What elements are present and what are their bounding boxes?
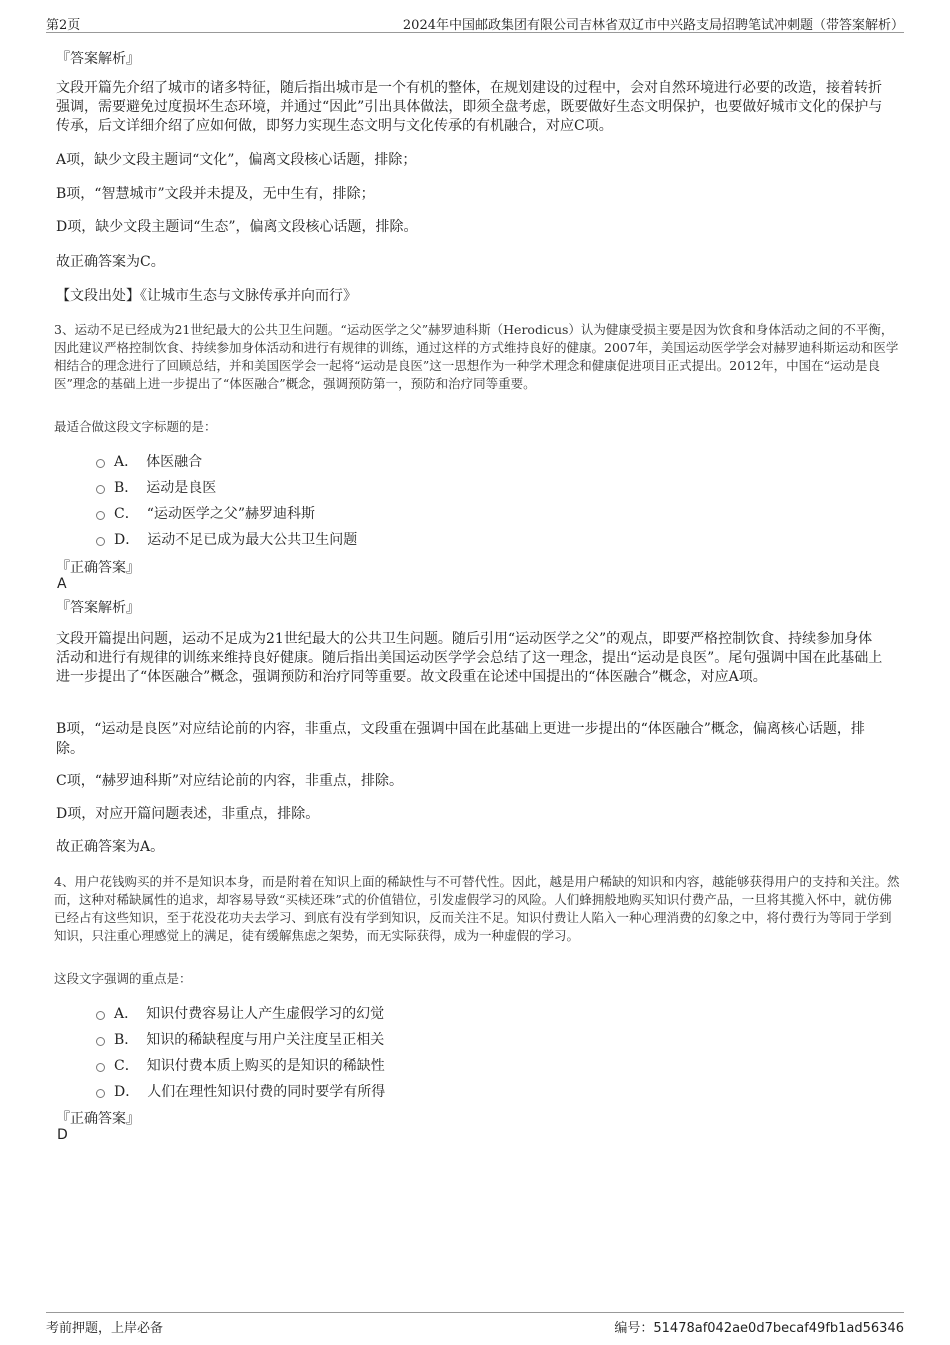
radio-icon[interactable] [96,1011,105,1020]
radio-icon[interactable] [96,511,105,520]
q4-option-b[interactable]: B． 知识的稀缺程度与用户关注度呈正相关 [96,1029,384,1049]
q4-option-a[interactable]: A． 知识付费容易让人产生虚假学习的幻觉 [96,1003,384,1023]
q2-point-d: D项，缺少文段主题词“生态”，偏离文段核心话题，排除。 [56,219,418,235]
footer-serial: 编号：51478af042ae0d7becaf49fb1ad56346 [614,1321,904,1336]
q2-analysis-label: 『答案解析』 [56,51,140,67]
q2-point-a: A项，缺少文段主题词“文化”，偏离文段核心话题，排除； [56,152,417,168]
q3-point-c: C项，“赫罗迪科斯”对应结论前的内容，非重点，排除。 [56,773,404,789]
radio-icon[interactable] [96,537,105,546]
q2-source-title: 《让城市生态与文脉传承并向而行》 [140,288,357,304]
q2-source-label: 【文段出处】 [56,288,140,304]
radio-icon[interactable] [96,1089,105,1098]
q4-option-c[interactable]: C． 知识付费本质上购买的是知识的稀缺性 [96,1055,385,1075]
footer-slogan: 考前押题，上岸必备 [46,1321,164,1336]
radio-icon[interactable] [96,1063,105,1072]
page-number: 第2页 [46,18,81,33]
q3-prompt: 最适合做这段文字标题的是： [54,419,217,434]
q3-conclusion: 故正确答案为A。 [56,839,165,855]
radio-icon[interactable] [96,1037,105,1046]
q3-analysis-text: 文段开篇提出问题，运动不足成为21世纪最大的公共卫生问题。随后引用“运动医学之父”的观点，即要严格控制饮食、持续参加身体活动和进行有规律的训练来维持良好健康。随后指出美国运动医学学会总结了这一理念，提出“运动是良医”。尾句强调中国在此基础上进一步提出了“体医融合”概念，强调预防和治疗同等重要。故文段重在论述中国提出的“体医融合”概念，对应A项。 [56,631,883,685]
q3-analysis-label: 『答案解析』 [56,600,140,616]
q4-answer-label: 『正确答案』 [56,1111,140,1127]
q2-conclusion: 故正确答案为C。 [56,254,165,270]
q4-answer: D [57,1127,68,1143]
radio-icon[interactable] [96,459,105,468]
q3-point-b: B项，“运动是良医”对应结论前的内容，非重点，文段重在强调中国在此基础上更进一步提出的“体医融合”概念，偏离核心话题，排除。 [56,721,865,757]
q3-answer: A [57,576,67,592]
q3-option-b[interactable]: B． 运动是良医 [96,477,216,497]
q4-option-d[interactable]: D． 人们在理性知识付费的同时要学有所得 [96,1081,385,1101]
q3-option-c[interactable]: C． “运动医学之父”赫罗迪科斯 [96,503,315,523]
q2-analysis-text: 文段开篇先介绍了城市的诸多特征，随后指出城市是一个有机的整体，在规划建设的过程中，会对自然环境进行必要的改造，接着转折强调，需要避免过度损坏生态环境，并通过“因此”引出具体做法，即须全盘考虑，既要做好生态文明保护，也要做好城市文化的保护与传承，后文详细介绍了应如何做，即努力实现生态文明与文化传承的有机融合，对应C项。 [56,80,883,134]
q4-question: 4、用户花钱购买的并不是知识本身，而是附着在知识上面的稀缺性与不可替代性。因此，越是用户稀缺的知识和内容，越能够获得用户的支持和关注。然而，这种对稀缺属性的追求，却容易导致“买椟还珠”式的价值错位，引发虚假学习的风险。人们蜂拥般地购买知识付费产品，一旦将其揽入怀中，就仿佛已经占有这些知识，至于花没花功夫去学习、到底有没有学到知识，反而关注不足。知识付费让人陷入一种心理消费的幻象之中，将付费行为等同于学到知识，只注重心理感觉上的满足，徒有缓解焦虑之架势，而无实际获得，成为一种虚假的学习。 [54,874,900,943]
q3-question: 3、运动不足已经成为21世纪最大的公共卫生问题。“运动医学之父”赫罗迪科斯（Herodicus）认为健康受损主要是因为饮食和身体活动之间的不平衡，因此建议严格控制饮食、持续参加身体活动和进行有规律的训练，通过这样的方式维持良好的健康。2007年，美国运动医学学会对赫罗迪科斯运动和医学相结合的理念进行了回顾总结，并和美国医学会一起将“运动是良医”这一思想作为一种学术理念和健康促进项目正式提出。2012年，中国在“运动是良医”理念的基础上进一步提出了“体医融合”概念，强调预防第一，预防和治疗同等重要。 [54,322,899,391]
q3-option-d[interactable]: D． 运动不足已成为最大公共卫生问题 [96,529,357,549]
q2-source [56,285,357,305]
radio-icon[interactable] [96,485,105,494]
q4-prompt: 这段文字强调的重点是： [54,971,192,986]
q2-point-b: B项，“智慧城市”文段并未提及，无中生有，排除； [56,186,375,202]
q3-option-a[interactable]: A． 体医融合 [96,451,202,471]
q3-point-d: D项，对应开篇问题表述，非重点，排除。 [56,806,320,822]
q3-answer-label: 『正确答案』 [56,560,140,576]
page-footer [46,1312,904,1337]
page-header [46,12,904,33]
document-title: 2024年中国邮政集团有限公司吉林省双辽市中兴路支局招聘笔试冲刺题（带答案解析） [402,18,904,33]
